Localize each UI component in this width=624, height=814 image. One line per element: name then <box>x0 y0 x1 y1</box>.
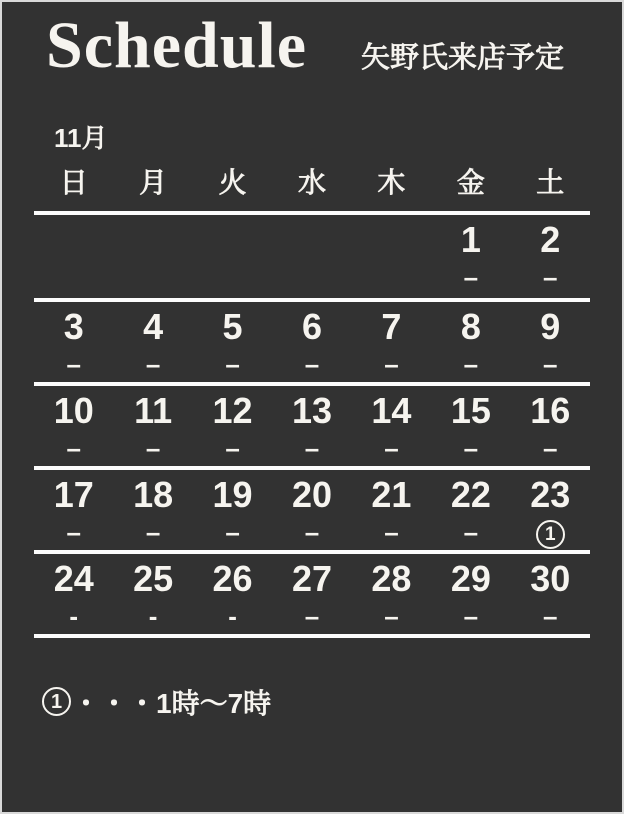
day-cell <box>34 554 113 634</box>
day-cell <box>511 215 590 298</box>
day-mark: – <box>384 516 399 547</box>
day-mark: – <box>543 348 558 379</box>
day-cell <box>431 470 510 550</box>
calendar-week-row-1 <box>34 215 590 302</box>
page-subtitle: 矢野氏来店予定 <box>361 42 565 74</box>
day-cell <box>34 302 113 382</box>
day-mark: – <box>225 432 240 463</box>
day-mark: – <box>384 432 399 463</box>
day-mark: – <box>463 516 479 547</box>
day-cell <box>431 386 510 466</box>
day-cell-23 <box>511 470 590 550</box>
day-number: 14 <box>371 389 412 431</box>
day-cell <box>431 554 510 634</box>
day-cell <box>113 215 192 298</box>
day-mark: – <box>543 432 558 463</box>
day-mark: – <box>304 348 320 379</box>
day-mark: – <box>66 348 81 379</box>
day-mark: - <box>69 600 79 631</box>
day-number: 7 <box>381 305 402 347</box>
day-mark: - <box>228 600 237 631</box>
day-cell <box>352 302 431 382</box>
day-cell <box>113 302 192 382</box>
day-number: 9 <box>540 305 561 347</box>
day-mark: – <box>66 432 81 463</box>
day-cell <box>272 302 351 382</box>
day-number: 12 <box>212 389 253 431</box>
day-cell <box>511 386 590 466</box>
day-number: 22 <box>450 473 491 515</box>
day-cell <box>34 386 113 466</box>
day-mark: – <box>145 348 161 379</box>
day-mark <box>34 262 113 292</box>
day-cell <box>34 470 113 550</box>
day-mark: – <box>145 432 161 463</box>
day-cell <box>431 302 510 382</box>
day-mark: – <box>384 600 399 631</box>
day-mark: – <box>225 516 240 547</box>
day-cell <box>113 554 192 634</box>
legend <box>42 682 622 722</box>
weekday-header-sun: 日 <box>59 166 88 198</box>
day-number: 21 <box>371 473 412 515</box>
day-cell <box>511 554 590 634</box>
day-mark: – <box>145 516 161 547</box>
day-number <box>272 224 351 256</box>
day-cell <box>193 554 272 634</box>
day-cell <box>431 215 510 298</box>
calendar-week-row-2 <box>34 302 590 386</box>
day-mark <box>193 262 272 292</box>
day-number: 1 <box>460 218 481 260</box>
day-cell <box>34 215 113 298</box>
day-cell <box>193 386 272 466</box>
day-cell <box>511 302 590 382</box>
day-mark: – <box>304 600 320 631</box>
day-number: 28 <box>371 557 412 599</box>
day-cell <box>272 554 351 634</box>
page-title: Schedule <box>46 9 308 82</box>
day-number <box>193 224 272 256</box>
day-number: 11 <box>134 389 173 431</box>
day-cell <box>272 386 351 466</box>
day-number: 4 <box>143 305 164 347</box>
month-label: 11月 <box>54 122 108 153</box>
day-cell <box>352 386 431 466</box>
day-mark: – <box>463 600 479 631</box>
calendar-week-row-3 <box>34 386 590 470</box>
day-mark <box>272 262 351 292</box>
day-mark: – <box>463 432 479 463</box>
day-number: 13 <box>291 389 333 431</box>
day-number <box>34 224 113 256</box>
day-number: 8 <box>460 305 481 347</box>
day-cell <box>272 215 351 298</box>
day-number: 23 <box>530 473 571 515</box>
circled-1-mark: 1 <box>536 520 565 549</box>
day-number: 6 <box>301 305 322 347</box>
day-number: 25 <box>133 557 174 599</box>
weekday-header-wed: 水 <box>297 166 326 198</box>
day-number: 5 <box>222 305 243 347</box>
day-number: 3 <box>63 305 84 347</box>
day-mark: – <box>543 261 558 292</box>
day-mark: – <box>304 432 320 463</box>
day-number: 30 <box>530 557 571 599</box>
day-number: 15 <box>450 389 491 431</box>
day-cell <box>352 470 431 550</box>
calendar-week-row-4 <box>34 470 590 554</box>
day-number: 26 <box>212 557 253 599</box>
day-mark <box>113 262 192 292</box>
day-number: 16 <box>530 389 571 431</box>
day-number: 10 <box>53 389 94 431</box>
circled-1-badge: 1 <box>42 687 71 716</box>
day-mark: – <box>225 348 240 379</box>
day-cell <box>193 215 272 298</box>
day-cell <box>352 554 431 634</box>
weekday-header-fri: 金 <box>456 166 485 198</box>
calendar-week-row-5 <box>34 554 590 638</box>
day-number <box>352 224 431 256</box>
legend-text: ・・・1時～7時 <box>72 687 272 719</box>
weekday-header-tue: 火 <box>218 166 247 198</box>
weekday-header-sat: 土 <box>536 166 565 198</box>
day-number: 19 <box>212 473 253 515</box>
day-mark: – <box>66 516 81 547</box>
day-mark <box>352 262 431 292</box>
day-mark: - <box>148 600 158 631</box>
day-cell <box>193 470 272 550</box>
day-mark: – <box>543 600 558 631</box>
day-cell <box>352 215 431 298</box>
day-number <box>113 224 192 256</box>
day-mark: – <box>463 348 479 379</box>
day-number: 24 <box>53 557 94 599</box>
day-number: 29 <box>450 557 491 599</box>
day-mark: – <box>463 261 479 292</box>
day-cell <box>113 470 192 550</box>
day-number: 17 <box>53 473 94 515</box>
day-number: 27 <box>291 557 333 599</box>
day-mark: – <box>304 516 320 547</box>
day-cell <box>113 386 192 466</box>
day-mark <box>511 517 590 549</box>
day-number: 18 <box>133 473 174 515</box>
day-cell <box>272 470 351 550</box>
weekday-header-row <box>34 155 590 215</box>
weekday-header-thu: 木 <box>377 166 406 198</box>
header <box>46 8 594 84</box>
day-mark: – <box>384 348 399 379</box>
weekday-header-mon: 月 <box>139 166 168 198</box>
day-cell <box>193 302 272 382</box>
day-number: 2 <box>540 218 561 260</box>
calendar <box>34 155 590 638</box>
day-number: 20 <box>291 473 333 515</box>
